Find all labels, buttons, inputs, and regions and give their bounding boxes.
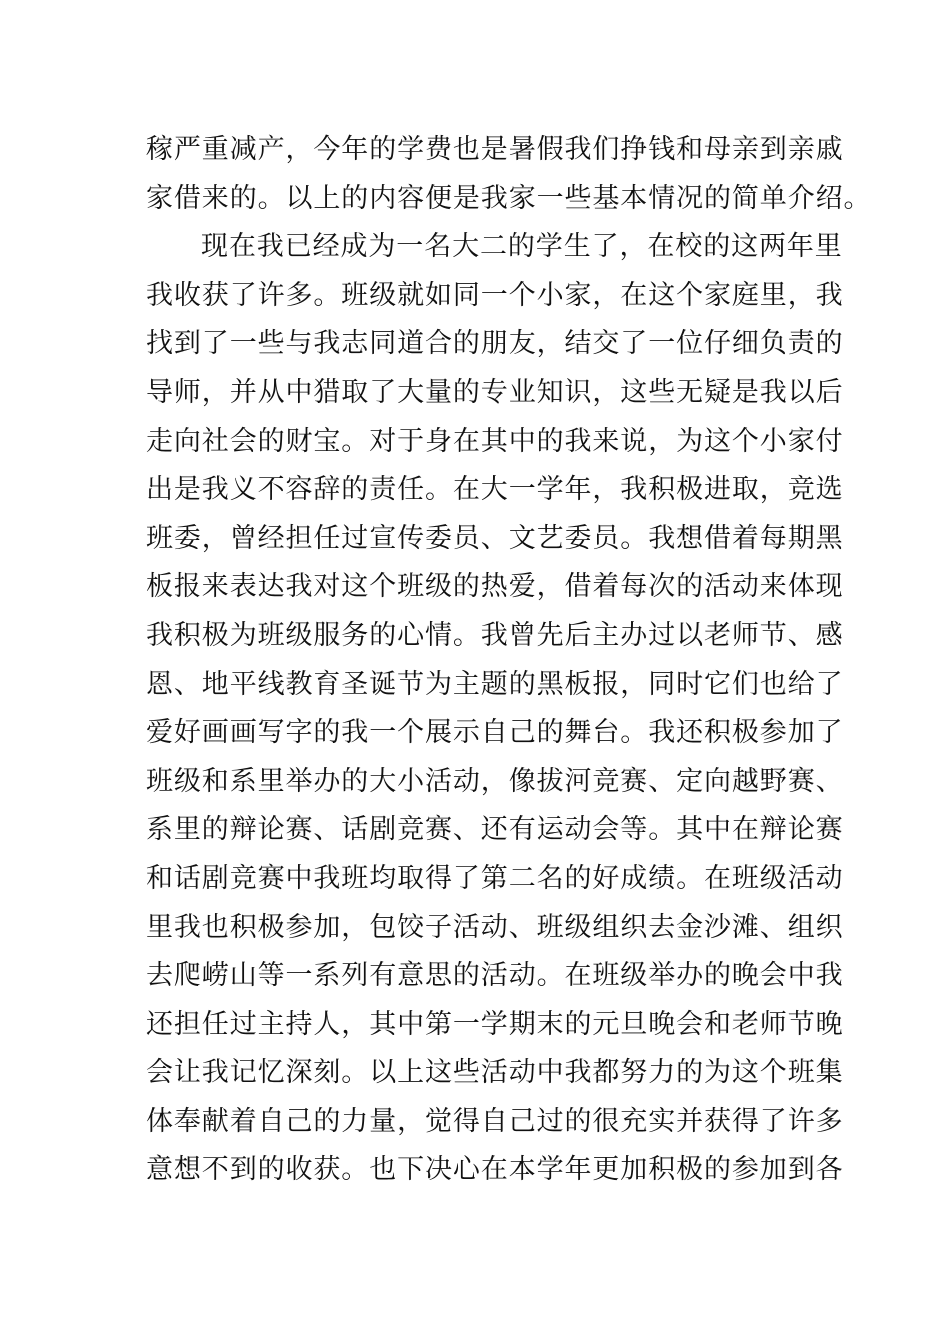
text-line: 导师，并从中猎取了大量的专业知识，这些无疑是我以后 <box>146 376 844 408</box>
text-line: 班级和系里举办的大小活动，像拔河竞赛、定向越野赛、 <box>146 765 844 797</box>
text-line: 稼严重减产，今年的学费也是暑假我们挣钱和母亲到亲戚 <box>146 134 844 165</box>
text-line: 板报来表达我对这个班级的热爱，借着每次的活动来体现 <box>146 571 844 603</box>
text-line: 家借来的。以上的内容便是我家一些基本情况的简单介绍。 <box>146 182 872 214</box>
text-line: 意想不到的收获。也下决心在本学年更加积极的参加到各 <box>146 1154 844 1186</box>
text-line: 去爬崂山等一系列有意思的活动。在班级举办的晚会中我 <box>146 960 844 992</box>
text-line: 班委，曾经担任过宣传委员、文艺委员。我想借着每期黑 <box>146 522 844 554</box>
text-line: 恩、地平线教育圣诞节为主题的黑板报，同时它们也给了 <box>146 668 844 700</box>
text-line: 出是我义不容辞的责任。在大一学年，我积极进取，竞选 <box>146 474 844 506</box>
text-line: 走向社会的财宝。对于身在其中的我来说，为这个小家付 <box>146 425 844 457</box>
text-line: 找到了一些与我志同道合的朋友，结交了一位仔细负责的 <box>146 328 844 360</box>
text-line: 我积极为班级服务的心情。我曾先后主办过以老师节、感 <box>146 619 844 651</box>
text-line: 系里的辩论赛、话剧竞赛、还有运动会等。其中在辩论赛 <box>146 814 844 846</box>
text-line: 和话剧竞赛中我班均取得了第二名的好成绩。在班级活动 <box>146 862 844 894</box>
text-line: 里我也积极参加，包饺子活动、班级组织去金沙滩、组织 <box>146 911 844 943</box>
text-line: 会让我记忆深刻。以上这些活动中我都努力的为这个班集 <box>146 1057 844 1089</box>
paragraph-start-line: 现在我已经成为一名大二的学生了，在校的这两年里 <box>201 231 843 263</box>
body-text <box>146 126 872 1195</box>
text-line: 体奉献着自己的力量，觉得自己过的很充实并获得了许多 <box>146 1105 844 1137</box>
text-line: 还担任过主持人，其中第一学期末的元旦晚会和老师节晚 <box>146 1008 844 1040</box>
text-line: 爱好画画写字的我一个展示自己的舞台。我还积极参加了 <box>146 717 844 749</box>
text-line: 我收获了许多。班级就如同一个小家，在这个家庭里，我 <box>146 279 844 311</box>
